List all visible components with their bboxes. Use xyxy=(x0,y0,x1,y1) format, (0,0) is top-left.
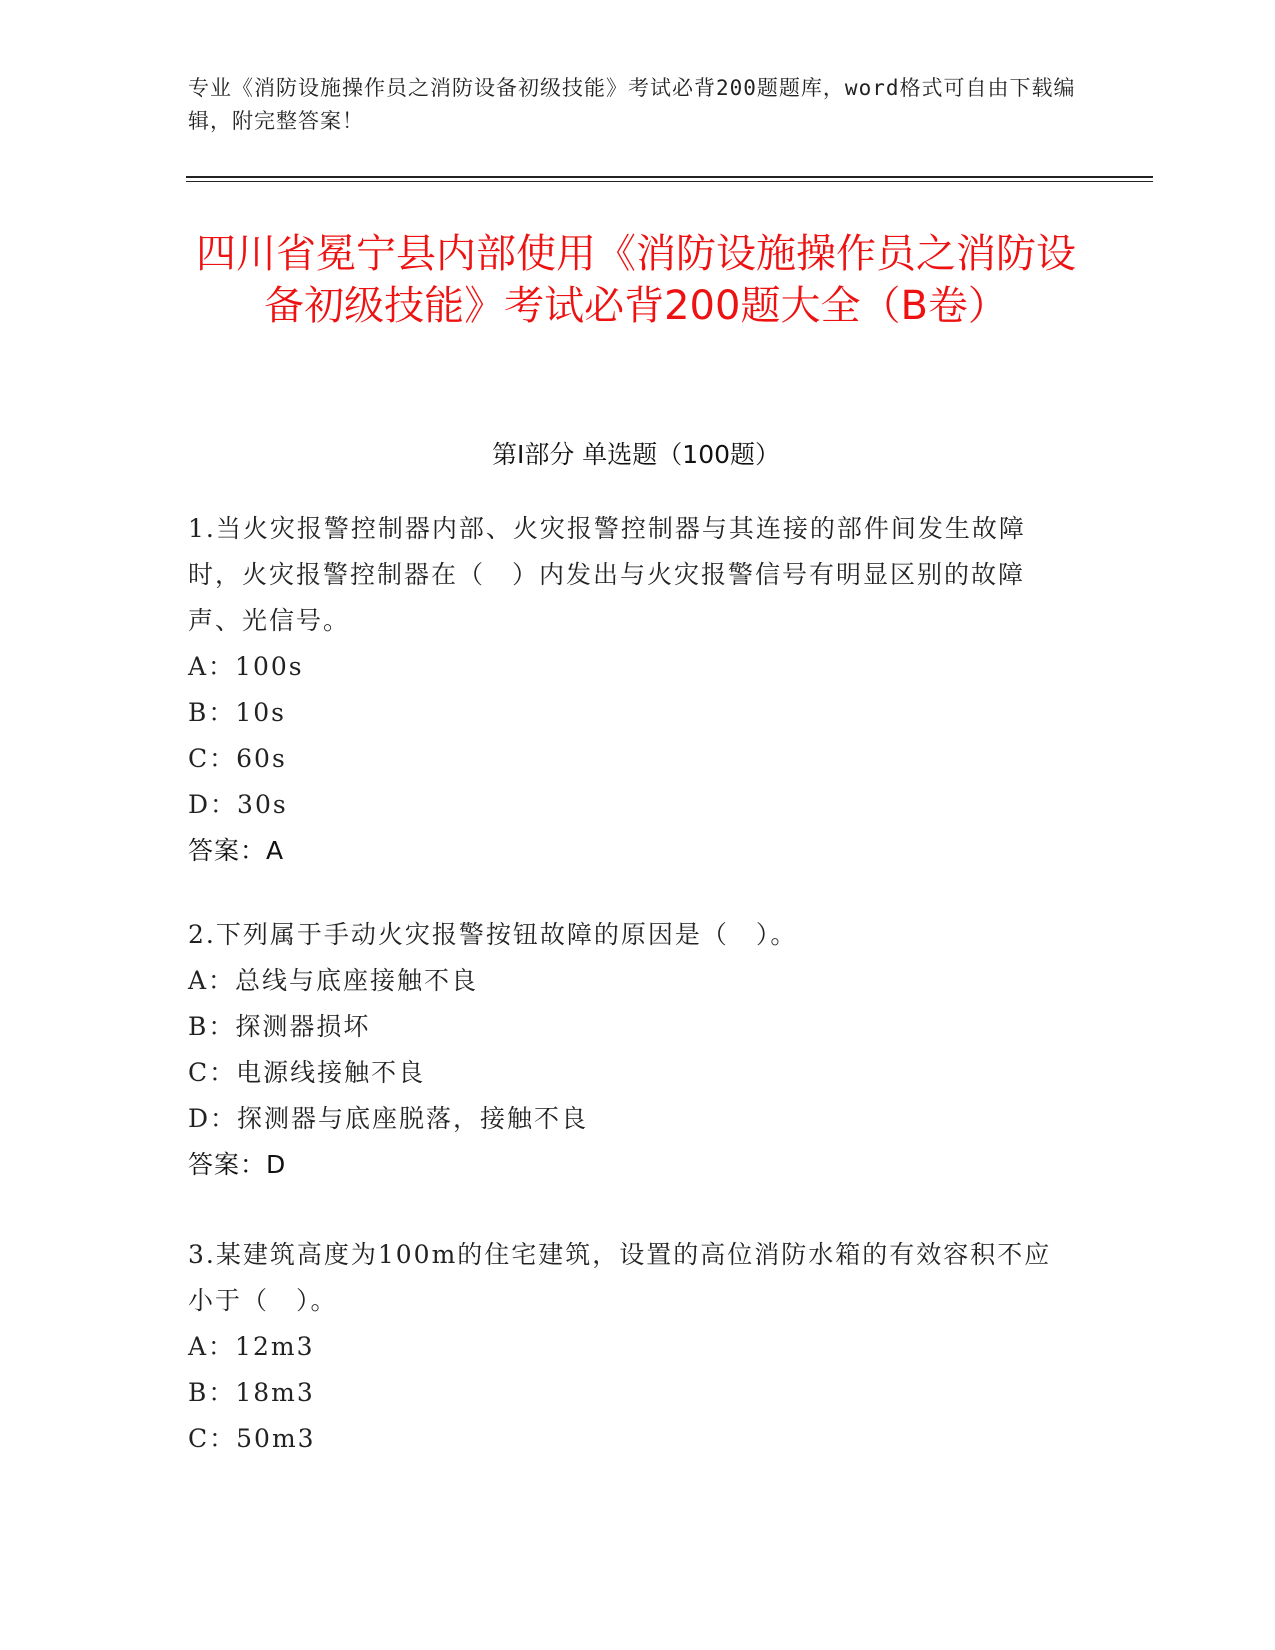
question-stem: 1.当火灾报警控制器内部、火灾报警控制器与其连接的部件间发生故障时，火灾报警控制器在（ ）内发出与火灾报警信号有明显区别的故障声、光信号。 xyxy=(188,514,1026,635)
question-3 xyxy=(188,1232,1068,1462)
question-1 xyxy=(188,506,1068,874)
option-a: A：100s xyxy=(188,652,304,681)
header-note: 专业《消防设施操作员之消防设备初级技能》考试必背200题题库，word格式可自由下载编辑，附完整答案！ xyxy=(188,76,1076,133)
question-2 xyxy=(188,912,1068,1188)
question-stem: 3.某建筑高度为100m的住宅建筑，设置的高位消防水箱的有效容积不应小于（ ）。 xyxy=(188,1240,1052,1315)
header-divider-thick xyxy=(186,176,1153,178)
option-d: D：30s xyxy=(188,790,288,819)
document-title: 四川省冕宁县内部使用《消防设施操作员之消防设备初级技能》考试必背200题大全（B卷） xyxy=(196,231,1076,329)
answer: 答案：D xyxy=(188,1150,287,1179)
option-a: A：12m3 xyxy=(188,1332,315,1361)
option-c: C：电源线接触不良 xyxy=(188,1058,426,1087)
option-c: C：60s xyxy=(188,744,287,773)
option-b: B：18m3 xyxy=(188,1378,315,1407)
option-d: D：探测器与底座脱落，接触不良 xyxy=(188,1104,589,1133)
section-title: 第I部分 单选题（100题） xyxy=(491,440,781,469)
option-a: A：总线与底座接触不良 xyxy=(188,966,479,995)
question-stem: 2.下列属于手动火灾报警按钮故障的原因是（ ）。 xyxy=(188,920,798,949)
option-c: C：50m3 xyxy=(188,1424,316,1453)
header-divider-thin xyxy=(186,181,1153,182)
answer: 答案：A xyxy=(188,836,285,865)
option-b: B：探测器损坏 xyxy=(188,1012,371,1041)
option-b: B：10s xyxy=(188,698,287,727)
